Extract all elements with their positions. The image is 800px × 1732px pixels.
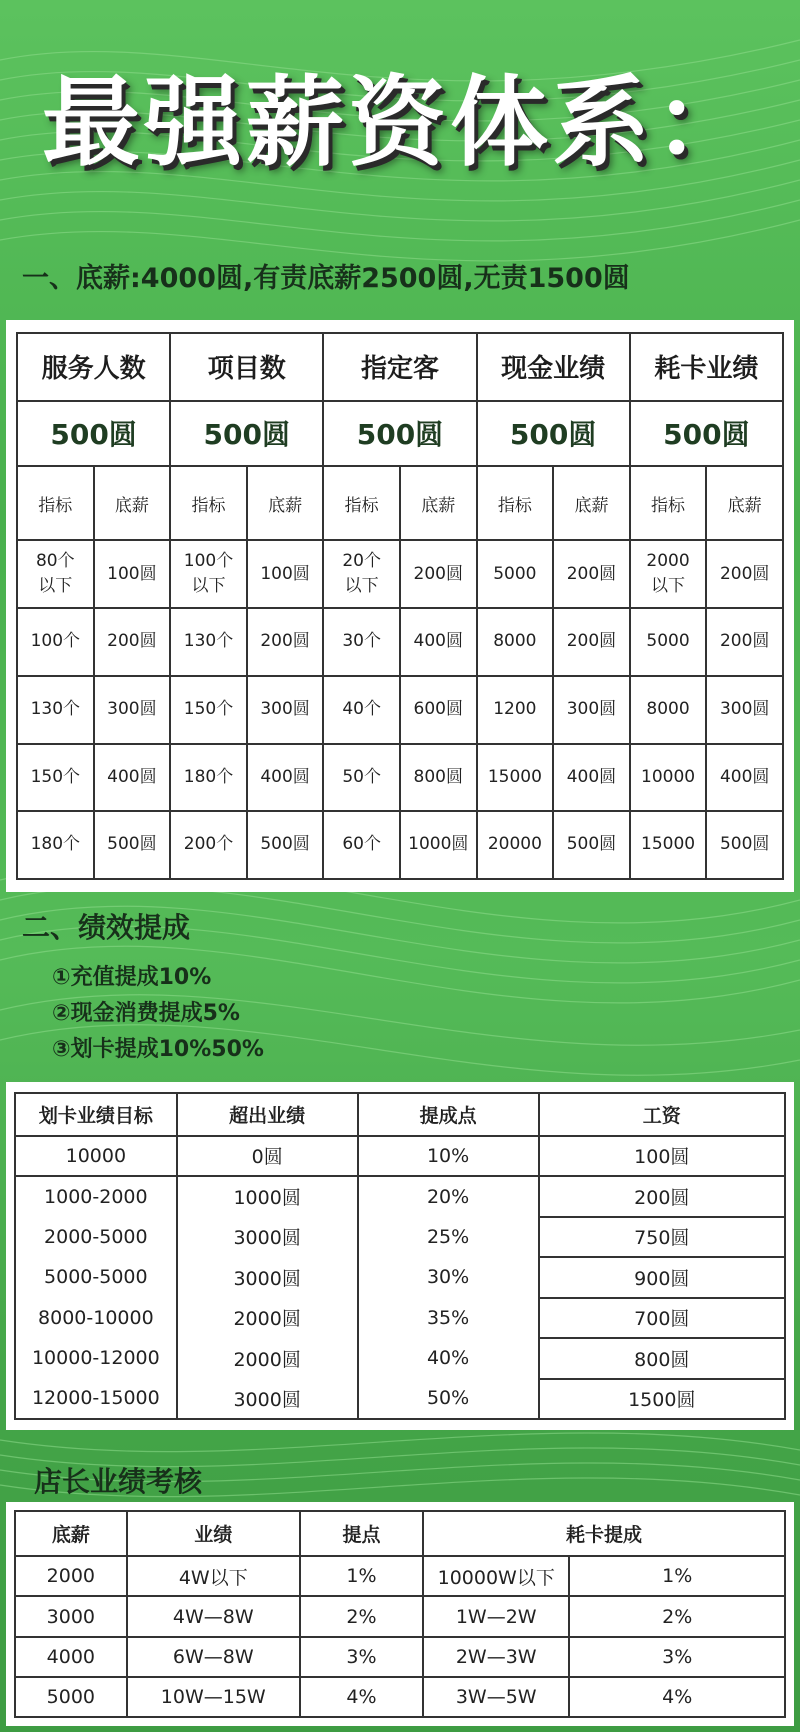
indicator-header: 指标 (323, 466, 400, 540)
table-cell: 60个 (323, 811, 400, 879)
table-cell: 50% (358, 1379, 539, 1419)
commission-row (15, 1217, 785, 1257)
table-cell: 10W—15W (127, 1677, 300, 1717)
amount-cell: 500圆 (17, 401, 170, 467)
table-cell: 35% (358, 1298, 539, 1338)
table-cell: 3000圆 (177, 1379, 358, 1419)
table-cell: 25% (358, 1217, 539, 1257)
table-cell: 300圆 (553, 676, 630, 744)
table-cell: 500圆 (247, 811, 324, 879)
base-salary-rows (17, 540, 783, 879)
table-cell: 100个 (17, 608, 94, 676)
table-cell: 1000-2000 (15, 1176, 177, 1216)
table-cell: 8000-10000 (15, 1298, 177, 1338)
base-salary-row (17, 744, 783, 812)
base-salary-row (17, 608, 783, 676)
table-cell: 400圆 (553, 744, 630, 812)
table-cell: 500圆 (706, 811, 783, 879)
table-cell: 800圆 (400, 744, 477, 812)
table-cell: 10000 (15, 1136, 177, 1176)
table-cell: 6W—8W (127, 1637, 300, 1677)
table-cell: 100个 以下 (170, 540, 247, 608)
category-cell: 现金业绩 (477, 333, 630, 401)
table-cell: 20个 以下 (323, 540, 400, 608)
indicator-header: 指标 (17, 466, 94, 540)
category-cell: 指定客 (323, 333, 476, 401)
table-cell: 200圆 (706, 540, 783, 608)
category-row (17, 333, 783, 401)
table-cell: 2% (300, 1596, 423, 1636)
indicator-header: 指标 (477, 466, 554, 540)
column-header: 提成点 (358, 1093, 539, 1136)
table-cell: 1W—2W (423, 1596, 569, 1636)
table-cell: 30个 (323, 608, 400, 676)
table-cell: 1200 (477, 676, 554, 744)
table-cell: 3000圆 (177, 1257, 358, 1297)
table-cell: 50个 (323, 744, 400, 812)
manager-table (14, 1510, 786, 1718)
bullet-item: ②现金消费提成5% (52, 1001, 240, 1026)
table-cell: 100圆 (539, 1136, 785, 1176)
table-cell: 2000 以下 (630, 540, 707, 608)
category-cell: 耗卡业绩 (630, 333, 783, 401)
table-cell: 20000 (477, 811, 554, 879)
table-cell: 30% (358, 1257, 539, 1297)
table-cell: 300圆 (94, 676, 171, 744)
commission-row (15, 1379, 785, 1419)
salary-header: 底薪 (706, 466, 783, 540)
base-salary-table (16, 332, 784, 880)
table-cell: 2000-5000 (15, 1217, 177, 1257)
commission-table (14, 1092, 786, 1420)
page-title: 最强薪资体系： (42, 66, 757, 180)
table-cell: 2000圆 (177, 1298, 358, 1338)
commission-row (15, 1176, 785, 1216)
table-cell: 400圆 (706, 744, 783, 812)
column-header: 提点 (300, 1511, 423, 1556)
manager-panel (6, 1502, 794, 1726)
table-cell: 200圆 (247, 608, 324, 676)
salary-header: 底薪 (94, 466, 171, 540)
table-cell: 400圆 (247, 744, 324, 812)
manager-row (15, 1677, 785, 1717)
manager-row (15, 1556, 785, 1596)
table-cell: 150个 (170, 676, 247, 744)
table-cell: 180个 (170, 744, 247, 812)
table-cell: 1500圆 (539, 1379, 785, 1419)
table-cell: 150个 (17, 744, 94, 812)
table-cell: 200圆 (553, 608, 630, 676)
table-cell: 0圆 (177, 1136, 358, 1176)
table-cell: 10000 (630, 744, 707, 812)
column-header: 工资 (539, 1093, 785, 1136)
commission-panel (6, 1082, 794, 1430)
table-cell: 200个 (170, 811, 247, 879)
table-cell: 300圆 (247, 676, 324, 744)
column-header: 超出业绩 (177, 1093, 358, 1136)
table-cell: 1% (569, 1556, 785, 1596)
table-cell: 1% (300, 1556, 423, 1596)
table-cell: 750圆 (539, 1217, 785, 1257)
amount-cell: 500圆 (630, 401, 783, 467)
table-cell: 8000 (630, 676, 707, 744)
base-salary-heading: 一、底薪:4000圆,有责底薪2500圆,无责1500圆 (22, 263, 630, 294)
table-cell: 900圆 (539, 1257, 785, 1297)
commission-header-row (15, 1093, 785, 1136)
indicator-header: 指标 (630, 466, 707, 540)
table-cell: 4W—8W (127, 1596, 300, 1636)
table-cell: 8000 (477, 608, 554, 676)
indicator-header: 指标 (170, 466, 247, 540)
amount-cell: 500圆 (477, 401, 630, 467)
table-cell: 180个 (17, 811, 94, 879)
commission-rows (15, 1136, 785, 1419)
manager-row (15, 1637, 785, 1677)
table-cell: 10000-12000 (15, 1338, 177, 1378)
table-cell: 130个 (170, 608, 247, 676)
base-salary-row (17, 540, 783, 608)
manager-heading: 店长业绩考核 (34, 1465, 203, 1498)
table-cell: 1000圆 (400, 811, 477, 879)
table-cell: 1000圆 (177, 1176, 358, 1216)
amount-cell: 500圆 (170, 401, 323, 467)
manager-header-row (15, 1511, 785, 1556)
manager-row (15, 1596, 785, 1636)
commission-row (15, 1136, 785, 1176)
bullet-item: ③划卡提成10%50% (52, 1037, 264, 1062)
table-cell: 15000 (630, 811, 707, 879)
sub-header-row (17, 466, 783, 540)
table-cell: 600圆 (400, 676, 477, 744)
table-cell: 12000-15000 (15, 1379, 177, 1419)
table-cell: 4W以下 (127, 1556, 300, 1596)
table-cell: 15000 (477, 744, 554, 812)
base-salary-panel (6, 320, 794, 892)
table-cell: 20% (358, 1176, 539, 1216)
category-cell: 服务人数 (17, 333, 170, 401)
table-cell: 200圆 (400, 540, 477, 608)
salary-header: 底薪 (553, 466, 630, 540)
table-cell: 40% (358, 1338, 539, 1378)
table-cell: 4000 (15, 1637, 127, 1677)
table-cell: 200圆 (553, 540, 630, 608)
manager-rows (15, 1556, 785, 1717)
table-cell: 3000 (15, 1596, 127, 1636)
table-cell: 3000圆 (177, 1217, 358, 1257)
table-cell: 40个 (323, 676, 400, 744)
base-salary-row (17, 676, 783, 744)
table-cell: 3% (569, 1637, 785, 1677)
table-cell: 5000-5000 (15, 1257, 177, 1297)
table-cell: 4% (569, 1677, 785, 1717)
table-cell: 200圆 (539, 1176, 785, 1216)
table-cell: 130个 (17, 676, 94, 744)
table-cell: 5000 (15, 1677, 127, 1717)
category-cell: 项目数 (170, 333, 323, 401)
table-cell: 800圆 (539, 1338, 785, 1378)
commission-bullets (52, 960, 264, 1068)
column-header: 底薪 (15, 1511, 127, 1556)
salary-header: 底薪 (247, 466, 324, 540)
column-header: 划卡业绩目标 (15, 1093, 177, 1136)
table-cell: 400圆 (94, 744, 171, 812)
table-cell: 500圆 (94, 811, 171, 879)
table-cell: 5000 (477, 540, 554, 608)
table-cell: 4% (300, 1677, 423, 1717)
table-cell: 200圆 (94, 608, 171, 676)
table-cell: 400圆 (400, 608, 477, 676)
base-salary-row (17, 811, 783, 879)
salary-header: 底薪 (400, 466, 477, 540)
column-header: 业绩 (127, 1511, 300, 1556)
table-cell: 2W—3W (423, 1637, 569, 1677)
table-cell: 2000 (15, 1556, 127, 1596)
table-cell: 300圆 (706, 676, 783, 744)
table-cell: 5000 (630, 608, 707, 676)
table-cell: 700圆 (539, 1298, 785, 1338)
table-cell: 80个 以下 (17, 540, 94, 608)
amount-cell: 500圆 (323, 401, 476, 467)
table-cell: 10% (358, 1136, 539, 1176)
table-cell: 10000W以下 (423, 1556, 569, 1596)
commission-row (15, 1257, 785, 1297)
table-cell: 3W—5W (423, 1677, 569, 1717)
column-header: 耗卡提成 (423, 1511, 785, 1556)
commission-row (15, 1298, 785, 1338)
table-cell: 3% (300, 1637, 423, 1677)
table-cell: 100圆 (247, 540, 324, 608)
bullet-item: ①充值提成10% (52, 965, 212, 990)
amount-row (17, 401, 783, 467)
table-cell: 2000圆 (177, 1338, 358, 1378)
table-cell: 500圆 (553, 811, 630, 879)
table-cell: 2% (569, 1596, 785, 1636)
table-cell: 200圆 (706, 608, 783, 676)
commission-row (15, 1338, 785, 1378)
commission-heading: 二、绩效提成 (22, 911, 191, 944)
table-cell: 100圆 (94, 540, 171, 608)
